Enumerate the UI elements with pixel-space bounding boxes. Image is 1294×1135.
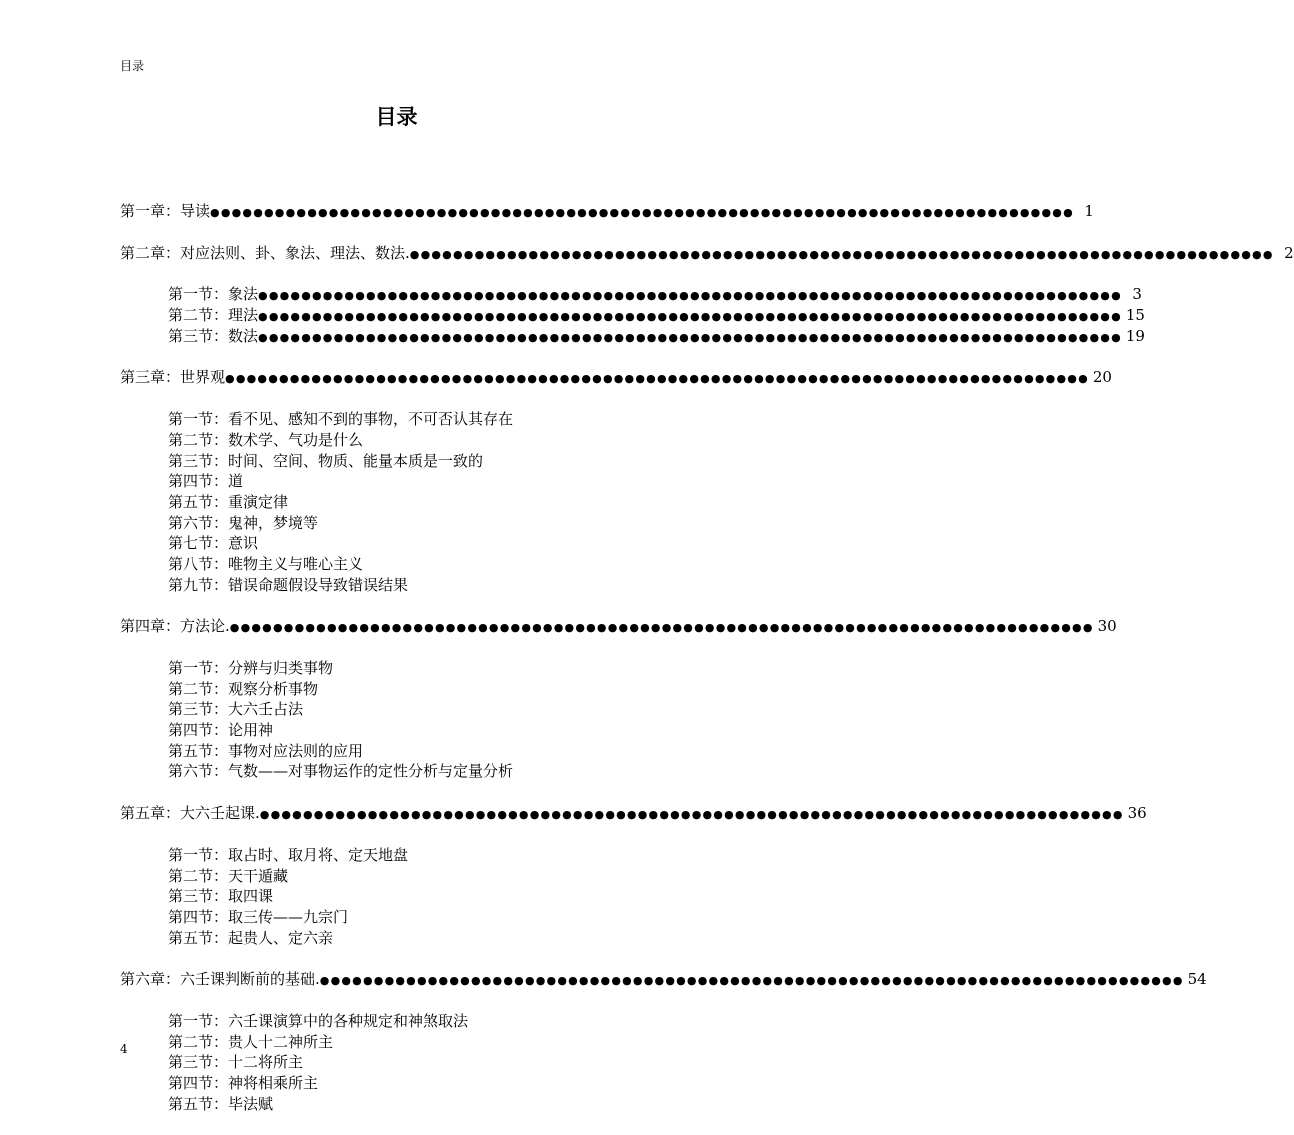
toc-section-label: 第四节：神将相乘所主 [168, 1074, 319, 1092]
toc-section-entry[interactable] [120, 928, 640, 949]
toc-chapter-entry[interactable] [120, 367, 1112, 388]
toc-section-entry[interactable] [120, 1094, 640, 1115]
toc-section-label: 第四节：论用神 [168, 721, 274, 740]
toc-section-label: 第二节：天干遁藏 [168, 866, 289, 885]
toc-section-entry[interactable] [120, 575, 640, 596]
toc-section-entry[interactable] [120, 866, 640, 887]
toc-section-label: 第三节：大六壬占法 [168, 700, 304, 719]
toc-section-label: 第一节：分辨与归类事物 [168, 659, 334, 677]
toc-section-entry[interactable] [120, 1032, 640, 1053]
toc-section-entry[interactable] [120, 451, 640, 472]
toc-section-entry[interactable] [120, 326, 1145, 347]
toc-chapter-block [120, 367, 1112, 595]
toc-section-label: 第三节：十二将所主 [168, 1053, 304, 1072]
toc-page-number: 15 [1125, 306, 1145, 325]
toc-section-entry[interactable] [120, 305, 1145, 326]
toc-section-label: 第四节：取三传——九宗门 [168, 907, 349, 926]
toc-section-entry[interactable] [120, 907, 640, 928]
toc-page-number: 30 [1097, 617, 1117, 636]
toc-section-entry[interactable] [120, 554, 640, 575]
toc-dot-leader: ●●●●●●●●●●●●●●●●●●●●●●●●●●●●●●●●●●●●●●●●●●●●●●●●●●●●●●●●●●●●●●●●●●●●●●●●●●●●●●●● [259, 808, 1124, 822]
running-header: 目录 [120, 59, 145, 73]
toc-page-number: 3 [1132, 285, 1142, 304]
toc-section-label: 第四节：道 [168, 472, 244, 491]
toc-dot-leader: ●●●●●●●●●●●●●●●●●●●●●●●●●●●●●●●●●●●●●●●●●●●●●●●●●●●●●●●●●●●●●●●●●●●●●●●●●●●●●●●● [409, 247, 1274, 261]
toc-section-label: 第三节：取四课 [168, 887, 274, 906]
toc-chapter-label: 第一章：导读 [120, 202, 211, 220]
toc-page-number: 54 [1187, 970, 1207, 989]
toc-section-label: 第二节：贵人十二神所主 [168, 1032, 334, 1051]
toc-section-label: 第三节：数法 [168, 326, 259, 345]
toc-section-entry[interactable] [120, 1073, 640, 1094]
toc-section-label: 第八节：唯物主义与唯心主义 [168, 554, 364, 573]
toc-section-entry[interactable] [120, 492, 640, 513]
toc-chapter-label: 第二章：对应法则、卦、象法、理法、数法. [120, 243, 410, 262]
toc-section-label: 第五节：事物对应法则的应用 [168, 741, 364, 760]
toc-section-label: 第六节：鬼神，梦境等 [168, 513, 319, 532]
toc-chapter-entry[interactable] [120, 803, 1147, 824]
toc-section-entry[interactable] [120, 430, 640, 451]
toc-section-label: 第二节：理法 [168, 306, 259, 325]
toc-dot-leader: ●●●●●●●●●●●●●●●●●●●●●●●●●●●●●●●●●●●●●●●●●●●●●●●●●●●●●●●●●●●●●●●●●●●●●●●●●●●●●●●● [258, 330, 1122, 344]
toc-section-entry[interactable] [120, 284, 1142, 305]
toc-section-label: 第二节：观察分析事物 [168, 679, 319, 698]
toc-dot-leader: ●●●●●●●●●●●●●●●●●●●●●●●●●●●●●●●●●●●●●●●●●●●●●●●●●●●●●●●●●●●●●●●●●●●●●●●●●●●●●●●● [229, 621, 1094, 635]
toc-section-label: 第七节：意识 [168, 534, 259, 553]
toc-section-entry[interactable] [120, 741, 640, 762]
toc-chapter-entry[interactable] [120, 201, 1094, 222]
toc-chapter-label: 第四章：方法论. [120, 617, 230, 636]
toc-chapter-label: 第三章：世界观 [120, 368, 226, 387]
toc-section-entry[interactable] [120, 513, 640, 534]
toc-section-label: 第一节：看不见、感知不到的事物，不可否认其存在 [168, 410, 514, 429]
toc-section-label: 第五节：重演定律 [168, 492, 289, 511]
toc-chapter-block [120, 969, 1207, 1114]
toc-page-number: 36 [1127, 804, 1147, 823]
toc-section-label: 第三节：时间、空间、物质、能量本质是一致的 [168, 451, 484, 470]
page-title: 目录 [375, 104, 418, 129]
toc-chapter-block [120, 201, 1094, 222]
toc-chapter-label: 第六章：六壬课判断前的基础. [120, 970, 320, 989]
toc-section-entry[interactable] [120, 1052, 640, 1073]
page-number: 4 [120, 1042, 128, 1056]
toc-chapter-block [120, 243, 1294, 347]
toc-chapter-block [120, 616, 1117, 782]
toc-page-number: 1 [1084, 202, 1094, 220]
toc-section-label: 第五节：毕法赋 [168, 1094, 274, 1113]
toc-chapter-entry[interactable] [120, 969, 1207, 990]
toc-section-entry[interactable] [120, 720, 640, 741]
toc-section-label: 第一节：六壬课演算中的各种规定和神煞取法 [168, 1011, 469, 1030]
toc-section-entry[interactable] [120, 658, 640, 679]
toc-section-label: 第九节：错误命题假设导致错误结果 [168, 575, 409, 594]
toc-section-label: 第二节：数术学、气功是什么 [168, 430, 364, 449]
toc-section-label: 第六节：气数——对事物运作的定性分析与定量分析 [168, 762, 514, 781]
toc-section-label: 第五节：起贵人、定六亲 [168, 928, 334, 947]
toc-section-entry[interactable] [120, 761, 640, 782]
toc-dot-leader: ●●●●●●●●●●●●●●●●●●●●●●●●●●●●●●●●●●●●●●●●●●●●●●●●●●●●●●●●●●●●●●●●●●●●●●●●●●●●●●●● [258, 289, 1122, 303]
toc-section-entry[interactable] [120, 699, 640, 720]
toc-dot-leader: ●●●●●●●●●●●●●●●●●●●●●●●●●●●●●●●●●●●●●●●●●●●●●●●●●●●●●●●●●●●●●●●●●●●●●●●●●●●●●●●● [225, 372, 1089, 386]
toc-dot-leader: ●●●●●●●●●●●●●●●●●●●●●●●●●●●●●●●●●●●●●●●●●●●●●●●●●●●●●●●●●●●●●●●●●●●●●●●●●●●●●●●● [210, 206, 1074, 219]
toc-section-entry[interactable] [120, 533, 640, 554]
toc-page-number: 19 [1125, 326, 1145, 345]
toc-section-label: 第一节：取占时、取月将、定天地盘 [168, 845, 409, 864]
toc-section-entry[interactable] [120, 845, 640, 866]
toc-dot-leader: ●●●●●●●●●●●●●●●●●●●●●●●●●●●●●●●●●●●●●●●●●●●●●●●●●●●●●●●●●●●●●●●●●●●●●●●●●●●●●●●● [258, 310, 1122, 324]
toc-section-entry[interactable] [120, 471, 640, 492]
toc-section-label: 第一节：象法 [168, 285, 259, 304]
toc-dot-leader: ●●●●●●●●●●●●●●●●●●●●●●●●●●●●●●●●●●●●●●●●●●●●●●●●●●●●●●●●●●●●●●●●●●●●●●●●●●●●●●●● [319, 974, 1184, 988]
toc-chapter-block [120, 803, 1147, 948]
toc-section-entry[interactable] [120, 1011, 640, 1032]
table-of-contents [120, 201, 1294, 1135]
toc-chapter-entry[interactable] [120, 243, 1294, 264]
toc-section-entry[interactable] [120, 679, 640, 700]
toc-chapter-label: 第五章：大六壬起课. [120, 804, 260, 823]
toc-page-number: 2 [1284, 243, 1294, 262]
toc-chapter-entry[interactable] [120, 616, 1117, 637]
toc-page-number: 20 [1092, 368, 1112, 387]
toc-section-entry[interactable] [120, 886, 640, 907]
toc-section-entry[interactable] [120, 409, 640, 430]
